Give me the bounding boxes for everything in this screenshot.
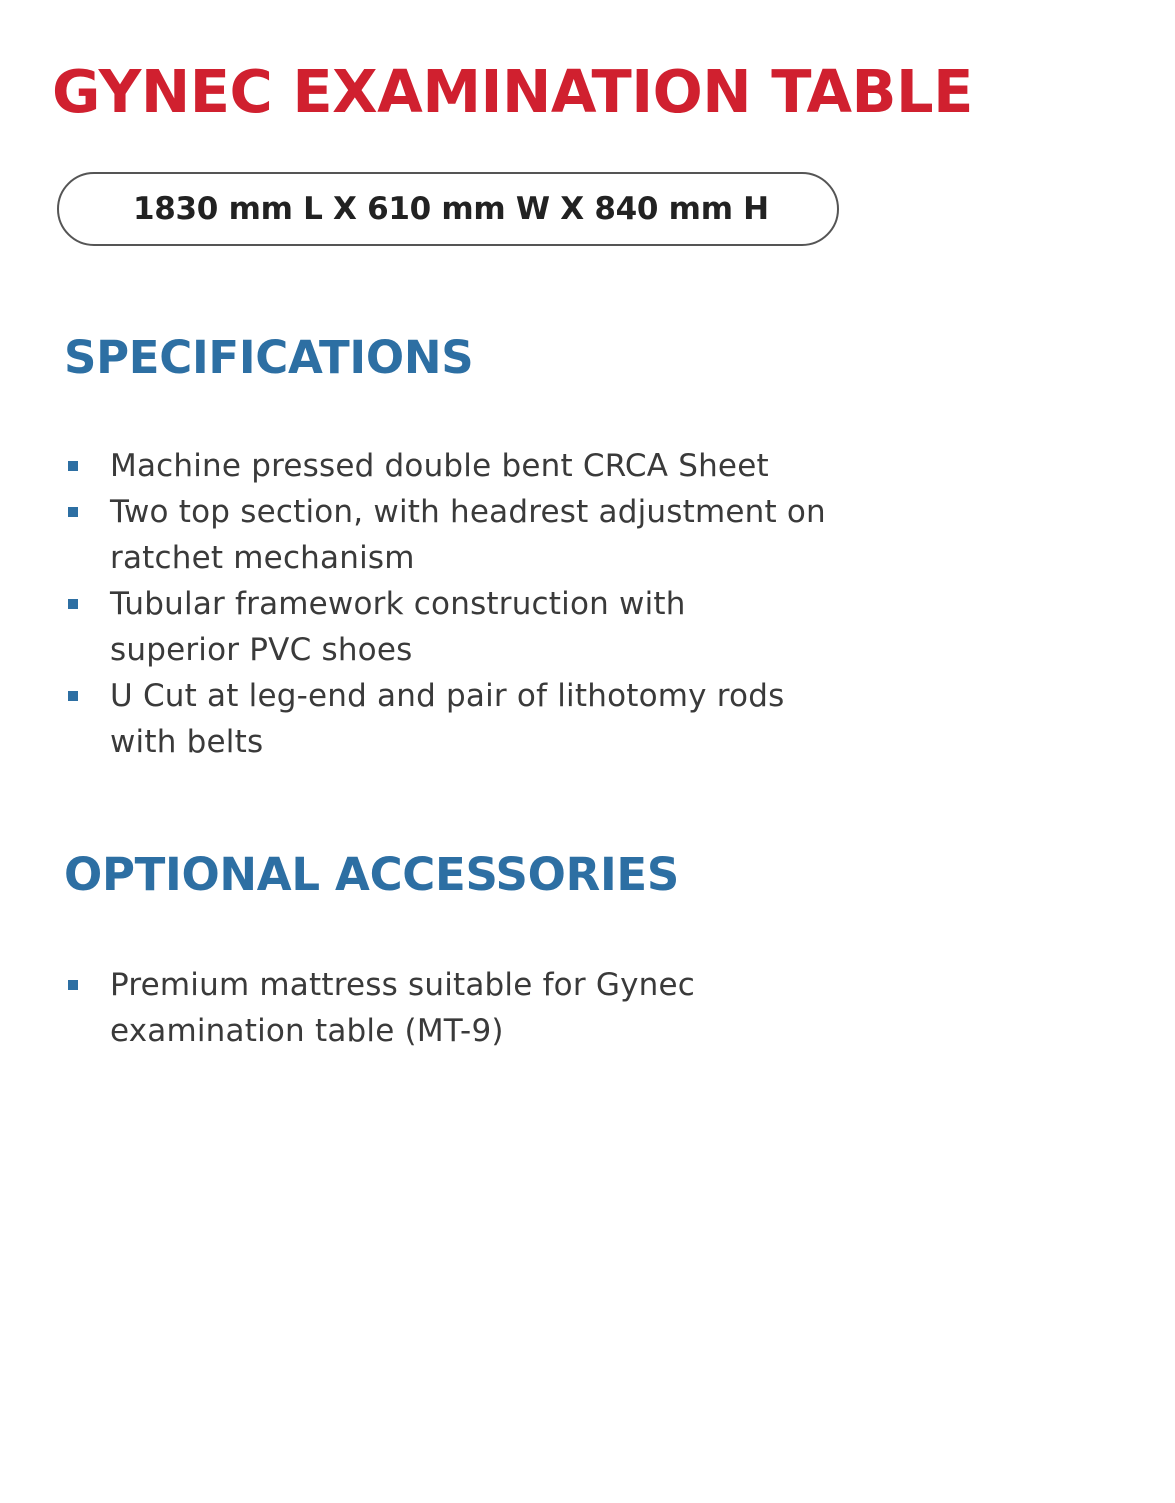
square-bullet-icon: [68, 599, 78, 609]
spec-item: [64, 581, 864, 673]
specifications-heading: SPECIFICATIONS: [64, 331, 474, 384]
square-bullet-icon: [68, 507, 78, 517]
spec-item-text: U Cut at leg-end and pair of lithotomy rods with belts: [110, 678, 785, 760]
spec-item-text: Two top section, with headrest adjustment on ratchet mechanism: [110, 494, 826, 576]
dimensions-badge: [57, 172, 839, 246]
specifications-list: [64, 443, 864, 765]
accessory-item: [64, 962, 864, 1054]
square-bullet-icon: [68, 461, 78, 471]
page-title: GYNEC EXAMINATION TABLE: [52, 57, 973, 126]
square-bullet-icon: [68, 691, 78, 701]
dimensions-text: 1830 mm L X 610 mm W X 840 mm H: [133, 191, 769, 227]
spec-item: [64, 443, 864, 489]
spec-item-text: Tubular framework construction with superior PVC shoes: [110, 586, 686, 668]
spec-item-text: Machine pressed double bent CRCA Sheet: [110, 448, 769, 484]
spec-item: [64, 489, 864, 581]
accessory-item-text: Premium mattress suitable for Gynec examination table (MT-9): [110, 967, 695, 1049]
optional-accessories-heading: OPTIONAL ACCESSORIES: [64, 848, 679, 901]
spec-item: [64, 673, 864, 765]
accessories-list: [64, 962, 864, 1054]
square-bullet-icon: [68, 980, 78, 990]
